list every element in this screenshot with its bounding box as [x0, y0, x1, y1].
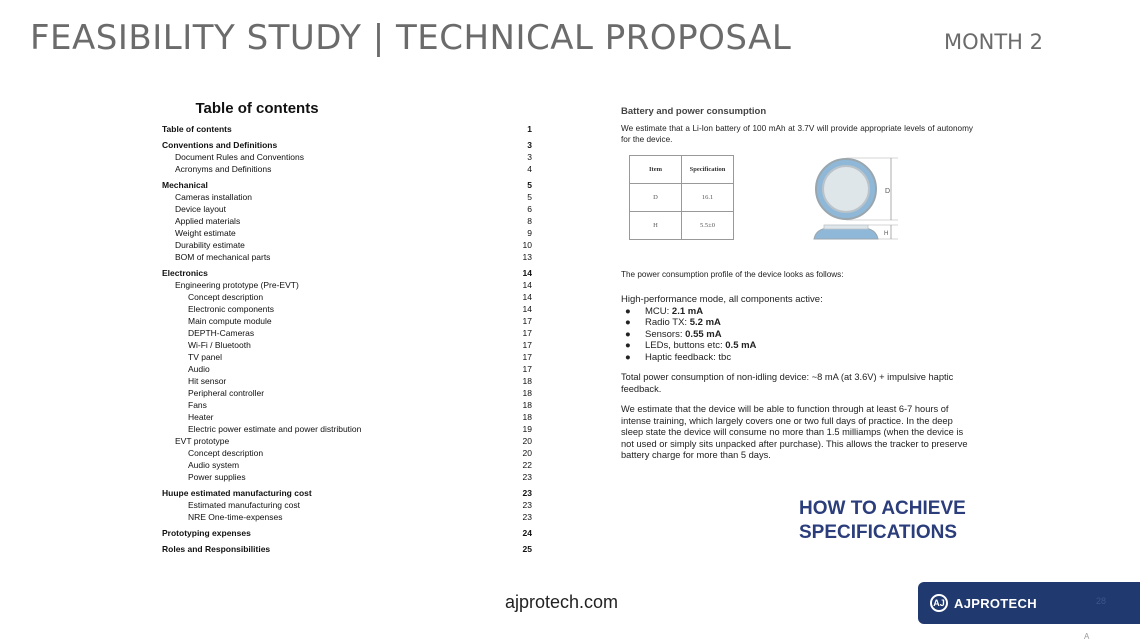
toc-entry-text: EVT prototype: [175, 436, 230, 446]
spec-header-item: Item: [630, 156, 682, 184]
perf-item-value: 0.5 mA: [725, 340, 757, 351]
toc-page-number: 18: [522, 400, 532, 410]
diagram-label-d: D: [885, 188, 891, 195]
toc-page-number: 17: [522, 352, 532, 362]
perf-item: [625, 317, 973, 329]
perf-item: [625, 306, 973, 318]
toc-row[interactable]: [162, 291, 532, 303]
toc-page-number: 3: [527, 152, 532, 162]
toc-entry-text: Roles and Responsibilities: [162, 544, 271, 554]
spec-area: [621, 153, 973, 253]
website-link[interactable]: ajprotech.com: [505, 592, 619, 612]
toc-page-number: 13: [522, 252, 532, 262]
perf-item: [625, 352, 973, 364]
perf-item-label: LEDs, buttons etc:: [645, 340, 726, 351]
profile-text: The power consumption profile of the device looks as follows:: [621, 270, 844, 279]
brand-bar: [918, 582, 1140, 624]
spec-cell: D: [630, 184, 682, 212]
performance-mode: [621, 294, 973, 363]
toc-row[interactable]: [162, 387, 532, 399]
brand-name: AJPROTECH: [954, 595, 1037, 611]
toc-row[interactable]: [162, 123, 532, 135]
toc-title: Table of contents: [195, 100, 319, 117]
doc-heading: Battery and power consumption: [621, 106, 767, 117]
spec-cell: H: [630, 212, 682, 240]
toc-entry-text: Concept description: [188, 448, 264, 458]
toc-page-number: 14: [522, 268, 532, 278]
toc-list: [162, 123, 532, 555]
toc-page-number: 17: [522, 364, 532, 374]
toc-page-number: 19: [522, 424, 532, 434]
toc-row[interactable]: [162, 251, 532, 263]
toc-entry-text: Power supplies: [188, 472, 246, 482]
bullet-icon: ●: [625, 351, 631, 363]
corner-mark: A: [1084, 632, 1090, 641]
toc-row[interactable]: [162, 215, 532, 227]
toc-row[interactable]: [162, 423, 532, 435]
toc-entry-text: Acronyms and Definitions: [175, 164, 272, 174]
perf-item-value: 5.2 mA: [689, 317, 721, 328]
bullet-icon: ●: [625, 305, 631, 317]
toc-row[interactable]: [162, 363, 532, 375]
doc-intro: We estimate that a Li-Ion battery of 100 mAh at 3.7V will provide appropriate levels of autonomy for the device.: [621, 124, 973, 144]
toc-page-number: 18: [522, 412, 532, 422]
toc-row[interactable]: [162, 487, 532, 499]
callout-title: [799, 497, 966, 545]
toc-page-number: 5: [527, 192, 532, 202]
toc-entry-text: Electronics: [162, 268, 208, 278]
toc-page-number: 20: [522, 448, 532, 458]
toc-page-number: 23: [522, 472, 532, 482]
toc-entry-text: Heater: [188, 412, 214, 422]
bullet-icon: ●: [625, 317, 631, 328]
toc-row[interactable]: [162, 139, 532, 151]
spec-table: [629, 155, 734, 240]
toc-entry-text: Audio system: [188, 460, 240, 470]
toc-page-number: 17: [522, 340, 532, 350]
toc-row[interactable]: [162, 163, 532, 175]
toc-entry-text: Document Rules and Conventions: [175, 152, 304, 162]
toc-entry-text: Engineering prototype (Pre-EVT): [175, 280, 299, 290]
toc-row[interactable]: [162, 447, 532, 459]
toc-row[interactable]: [162, 339, 532, 351]
month-label: MONTH 2: [944, 30, 1044, 54]
toc-entry-text: Wi-Fi / Bluetooth: [188, 340, 251, 350]
toc-entry-text: TV panel: [188, 352, 223, 362]
bullet-icon: ●: [625, 340, 631, 351]
toc-entry-text: NRE One-time-expenses: [188, 512, 283, 522]
toc-entry-text: Conventions and Definitions: [162, 140, 278, 150]
toc-page-number: 17: [522, 328, 532, 338]
toc-page-number: 25: [522, 544, 532, 554]
toc-entry-text: Mechanical: [162, 180, 208, 190]
diagram-label-h: H: [884, 231, 889, 237]
callout-line2: SPECIFICATIONS: [799, 522, 957, 543]
toc-row[interactable]: [162, 151, 532, 163]
toc-row[interactable]: [162, 527, 532, 539]
toc-entry-text: DEPTH-Cameras: [188, 328, 255, 338]
toc-entry-text: Weight estimate: [175, 228, 236, 238]
battery-diagram: [806, 153, 916, 253]
toc-page-number: 20: [522, 436, 532, 446]
toc-entry-text: Fans: [188, 400, 207, 410]
perf-item: [625, 329, 973, 341]
table-of-contents: [162, 100, 532, 555]
perf-item: [625, 340, 973, 352]
spec-cell: 16.1: [682, 184, 734, 212]
toc-entry-text: Electric power estimate and power distribution: [188, 424, 362, 434]
total-consumption: Total power consumption of non-idling device: ~8 mA (at 3.6V) + impulsive haptic feedback.: [621, 372, 954, 394]
toc-page-number: 23: [522, 500, 532, 510]
toc-row[interactable]: [162, 399, 532, 411]
toc-entry-text: Cameras installation: [175, 192, 253, 202]
toc-page-number: 17: [522, 316, 532, 326]
perf-item-label: Haptic feedback: tbc: [645, 351, 732, 363]
toc-row[interactable]: [162, 303, 532, 315]
toc-entry-text: Applied materials: [175, 216, 241, 226]
toc-row[interactable]: [162, 315, 532, 327]
perf-item-value: 2.1 mA: [671, 305, 704, 317]
toc-row[interactable]: [162, 191, 532, 203]
toc-page-number: 23: [522, 512, 532, 522]
toc-entry-text: Hit sensor: [188, 376, 227, 386]
toc-page-number: 14: [522, 280, 532, 290]
toc-row[interactable]: [162, 543, 532, 555]
perf-list: [621, 306, 973, 364]
toc-page-number: 3: [527, 140, 532, 150]
toc-entry-text: Device layout: [175, 204, 227, 214]
slide-number: 28: [1095, 596, 1106, 606]
perf-item-label: Sensors:: [645, 328, 686, 340]
toc-page-number: 14: [522, 304, 532, 314]
toc-entry-text: Huupe estimated manufacturing cost: [162, 488, 312, 498]
toc-entry-text: BOM of mechanical parts: [175, 252, 271, 262]
toc-entry-text: Electronic components: [188, 304, 274, 314]
toc-page-number: 1: [527, 124, 532, 134]
perf-item-label: MCU:: [645, 305, 672, 317]
toc-row[interactable]: [162, 411, 532, 423]
toc-entry-text: Concept description: [188, 292, 264, 302]
toc-row[interactable]: [162, 471, 532, 483]
toc-page-number: 4: [527, 164, 532, 174]
estimate-paragraph: We estimate that the device will be able to function through at least 6-7 hours of intense training, which largely covers one or two full days of practice. In the deep sleep state the device will consume no more than 1.5 milliamps (when the device is not used or simply sits unpacked after purchase). This allows the tracker to preserve battery charge for more than 5 days.: [621, 404, 968, 460]
toc-row[interactable]: [162, 459, 532, 471]
slide-title: FEASIBILITY STUDY | TECHNICAL PROPOSAL: [30, 18, 792, 58]
spec-cell: 5.5±0: [682, 212, 734, 240]
toc-row[interactable]: [162, 227, 532, 239]
toc-entry-text: Audio: [188, 364, 210, 374]
toc-entry-text: Durability estimate: [175, 240, 245, 250]
toc-entry-text: Peripheral controller: [188, 388, 265, 398]
toc-page-number: 18: [522, 376, 532, 386]
toc-entry-text: Prototyping expenses: [162, 528, 251, 538]
toc-row[interactable]: [162, 239, 532, 251]
toc-entry-text: Estimated manufacturing cost: [188, 500, 300, 510]
toc-row[interactable]: [162, 279, 532, 291]
toc-entry-text: Main compute module: [188, 316, 272, 326]
brand-logo-icon: AJ: [930, 594, 948, 612]
toc-page-number: 8: [527, 216, 532, 226]
toc-row[interactable]: [162, 327, 532, 339]
toc-page-number: 10: [522, 240, 532, 250]
toc-row[interactable]: [162, 267, 532, 279]
document-panel: [621, 106, 973, 462]
perf-title: High-performance mode, all components active:: [621, 294, 823, 305]
toc-row[interactable]: [162, 375, 532, 387]
toc-row[interactable]: [162, 511, 532, 523]
spec-header-spec: Specification: [682, 156, 734, 184]
toc-page-number: 24: [522, 528, 532, 538]
toc-row[interactable]: [162, 179, 532, 191]
toc-row[interactable]: [162, 435, 532, 447]
bullet-icon: ●: [625, 328, 631, 340]
toc-page-number: 23: [522, 488, 532, 498]
toc-page-number: 18: [522, 388, 532, 398]
perf-item-value: 0.55 mA: [685, 328, 722, 340]
toc-entry-text: Table of contents: [162, 124, 232, 134]
toc-page-number: 9: [527, 228, 532, 238]
callout-line1: HOW TO ACHIEVE: [799, 498, 966, 519]
toc-row[interactable]: [162, 499, 532, 511]
toc-page-number: 5: [527, 180, 532, 190]
toc-row[interactable]: [162, 203, 532, 215]
perf-item-label: Radio TX:: [645, 317, 690, 328]
toc-row[interactable]: [162, 351, 532, 363]
toc-page-number: 14: [522, 292, 532, 302]
toc-page-number: 6: [527, 204, 532, 214]
toc-page-number: 22: [522, 460, 532, 470]
